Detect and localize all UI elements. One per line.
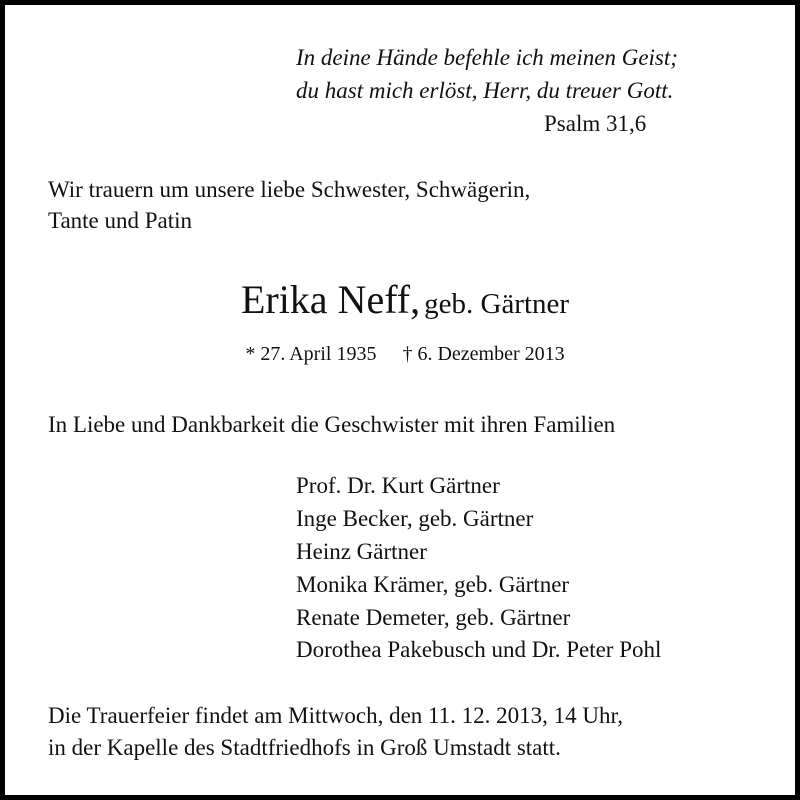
intro-line-1: Wir trauern um unsere liebe Schwester, Schwägerin, [48, 177, 531, 202]
deceased-heading [5, 275, 800, 334]
death-date: † 6. Dezember 2013 [402, 343, 565, 365]
funeral-info-line-1: Die Trauerfeier findet am Mittwoch, den 11. 12. 2013, 14 Uhr, [48, 703, 624, 728]
sibling-entry: Monika Krämer, geb. Gärtner [296, 572, 570, 597]
psalm-verse-line-2: du hast mich erlöst, Herr, du treuer Gott. [296, 78, 674, 103]
deceased-name: Erika Neff, [240, 277, 421, 322]
intro-line-2: Tante und Patin [48, 208, 193, 233]
psalm-reference: Psalm 31,6 [544, 111, 647, 136]
sibling-entry: Inge Becker, geb. Gärtner [296, 506, 534, 531]
deceased-maiden-name: geb. Gärtner [424, 288, 570, 320]
mourners-intro: In Liebe und Dankbarkeit die Geschwister mit ihren Familien [48, 412, 616, 437]
life-dates [5, 339, 800, 369]
sibling-entry: Dorothea Pakebusch und Dr. Peter Pohl [296, 637, 662, 662]
sibling-entry: Prof. Dr. Kurt Gärtner [296, 473, 500, 498]
birth-date: * 27. April 1935 [245, 343, 377, 365]
psalm-verse-line-1: In deine Hände befehle ich meinen Geist; [296, 45, 678, 70]
funeral-info-line-2: in der Kapelle des Stadtfriedhofs in Groß Umstadt statt. [48, 735, 561, 760]
sibling-entry: Renate Demeter, geb. Gärtner [296, 605, 571, 630]
sibling-entry: Heinz Gärtner [296, 539, 427, 564]
